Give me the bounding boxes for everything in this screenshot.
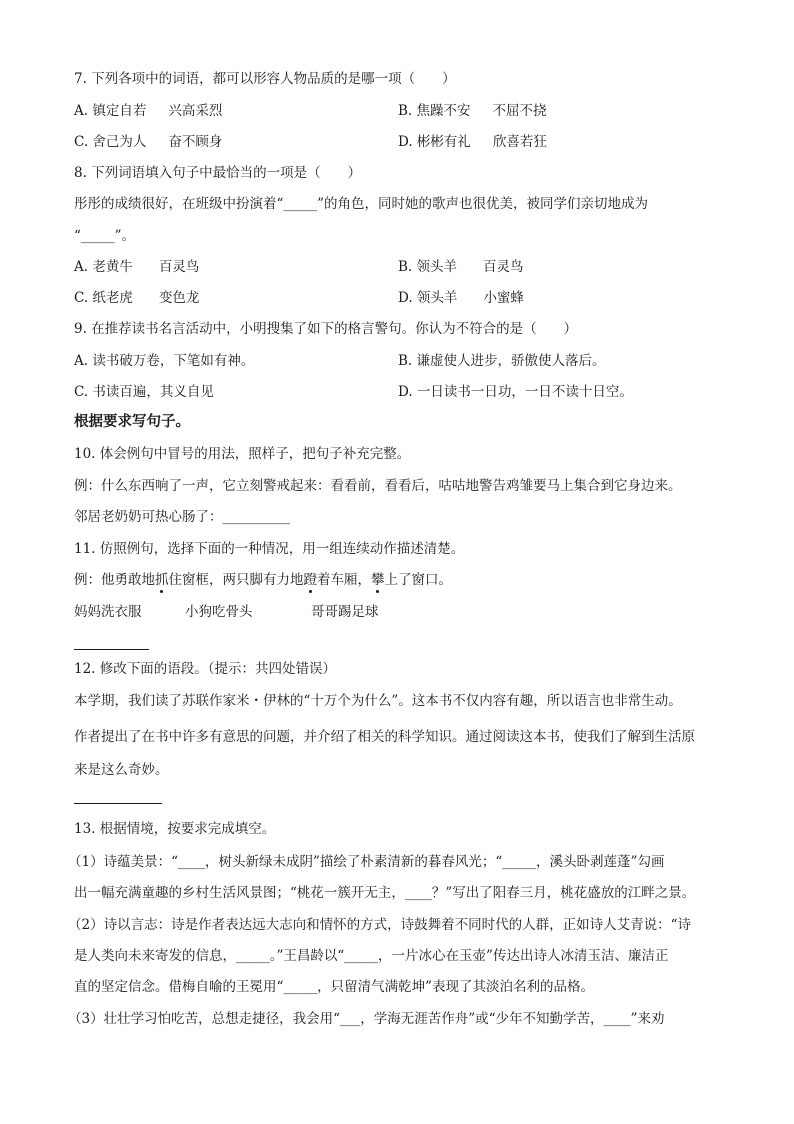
q12-stem: 12. 修改下面的语段。（提示：共四处错误） [74, 661, 337, 677]
q8-sentence-line-1: 彤彤的成绩很好，在班级中扮演着“_____”的角色，同时她的歌声也很优美，被同学们亲切地成为 [74, 196, 649, 212]
q12-line-2: 作者提出了在书中许多有意思的问题，并介绍了相关的科学知识。通过阅读这本书，使我们了解到生活原 [74, 729, 695, 745]
q7-option-a: A. 镇定自若 兴高采烈 [74, 103, 223, 119]
q10-stem: 10. 体会例句中冒号的用法，照样子，把句子补充完整。 [74, 446, 411, 462]
section-heading: 根据要求写句子。 [74, 414, 190, 430]
q8-option-a: A. 老黄牛 百灵鸟 [74, 259, 200, 275]
q13-line-6: （3）壮壮学习怕吃苦，总想走捷径，我会用“___，学海无涯苦作舟”或“少年不知勤学苦，____”来劝 [68, 1011, 665, 1027]
q8-sentence-line-2: “_____”。 [74, 228, 136, 244]
q9-option-d: D. 一日读书一日功，一日不读十日空。 [398, 384, 633, 400]
q7-stem: 7. 下列各项中的词语，都可以形容人物品质的是哪一项（ ） [74, 71, 456, 87]
q13-line-4: 是人类向未来寄发的信息，_____。”王昌龄以“_____，一片冰心在玉壶”传达出诗人冰清玉洁、廉洁正 [74, 948, 669, 964]
q11-choice-2: 小狗吃骨头 [185, 604, 253, 620]
q11-choice-1: 妈妈洗衣服 [74, 604, 142, 620]
q7-option-d: D. 彬彬有礼 欣喜若狂 [398, 134, 547, 150]
emphasis-verb-2: 蹬 [303, 572, 317, 588]
q10-example: 例：什么东西响了一声，它立刻警戒起来：看看前，看看后，咕咕地警告鸡雏要马上集合到它身边来。 [74, 478, 682, 494]
q9-option-a: A. 读书破万卷，下笔如有神。 [74, 353, 255, 369]
q7-option-b: B. 焦躁不安 不屈不挠 [398, 103, 547, 119]
q11-choice-3: 哥哥踢足球 [311, 604, 379, 620]
q8-option-c: C. 纸老虎 变色龙 [74, 290, 200, 306]
q13-line-1: （1）诗蕴美景：“____，树头新绿未成阴”描绘了朴素清新的暮春风光；“_____，溪头卧剥莲蓬”勾画 [68, 854, 665, 870]
q9-option-c: C. 书读百遍，其义自见 [74, 384, 214, 400]
q11-answer-line [74, 649, 149, 650]
q9-option-b: B. 谦虚使人进步，骄傲使人落后。 [398, 353, 606, 369]
q8-stem: 8. 下列词语填入句子中最恰当的一项是（ ） [74, 165, 362, 181]
q13-line-3: （2）诗以言志：诗是作者表达远大志向和情怀的方式，诗鼓舞着不同时代的人群，正如诗人艾青说：“诗 [68, 917, 691, 933]
emphasis-verb-3: 攀 [371, 572, 385, 588]
q8-option-d: D. 领头羊 小蜜蜂 [398, 290, 524, 306]
emphasis-verb-1: 抓 [155, 572, 169, 588]
q12-line-1: 本学期，我们读了苏联作家米・伊林的“十万个为什么”。这本书不仅内容有趣，所以语言也非常生动。 [74, 693, 682, 709]
q13-stem: 13. 根据情境，按要求完成填空。 [74, 821, 276, 837]
q12-answer-line [74, 803, 162, 804]
q10-prompt: 邻居老奶奶可热心肠了：__________ [74, 509, 290, 525]
q13-line-2: 出一幅充满童趣的乡村生活风景图；“桃花一簇开无主，____？”写出了阳春三月，桃花盛放的江畔之景。 [74, 885, 696, 901]
q8-option-b: B. 领头羊 百灵鸟 [398, 259, 524, 275]
q11-example: 例：他勇敢地抓住窗框，两只脚有力地蹬着车厢，攀上了窗口。 [74, 572, 452, 588]
q7-option-c: C. 舍己为人 奋不顾身 [74, 134, 223, 150]
q11-stem: 11. 仿照例句，选择下面的一种情况，用一组连续动作描述清楚。 [74, 541, 465, 557]
q13-line-5: 直的坚定信念。借梅自喻的王冕用“_____，只留清气满乾坤”表现了其淡泊名利的品格。 [74, 979, 595, 995]
q9-stem: 9. 在推荐读书名言活动中，小明搜集了如下的格言警句。你认为不符合的是（ ） [74, 321, 578, 337]
q12-line-3: 来是这么奇妙。 [74, 762, 169, 778]
